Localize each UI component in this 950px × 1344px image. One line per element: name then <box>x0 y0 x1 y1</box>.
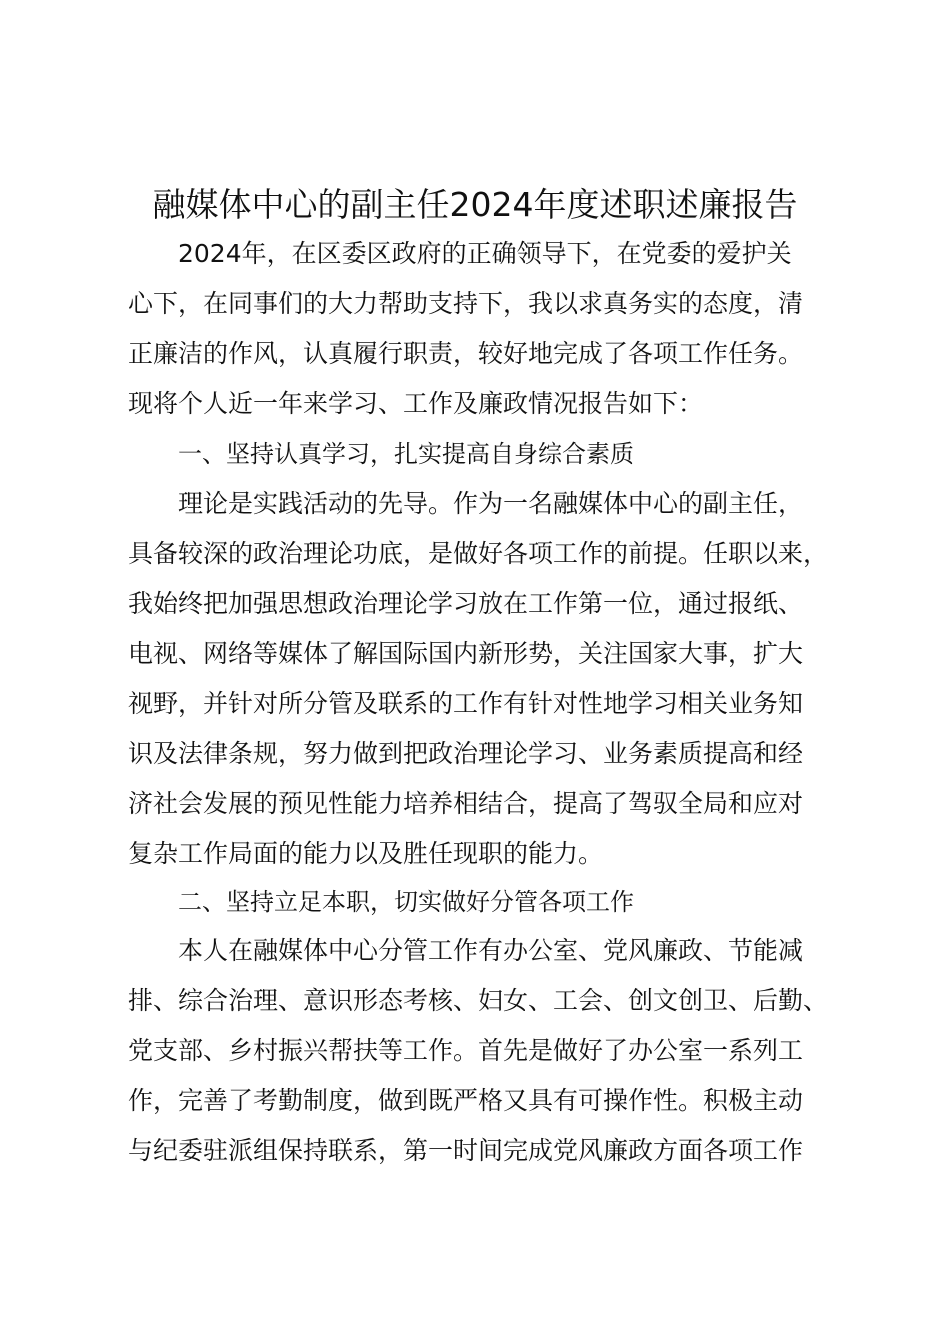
section-heading-2: 二、坚持立足本职，切实做好分管各项工作 <box>178 888 634 916</box>
paragraph-line: 心下，在同事们的大力帮助支持下，我以求真务实的态度，清 <box>128 289 804 318</box>
paragraph-line: 党支部、乡村振兴帮扶等工作。首先是做好了办公室一系列工 <box>128 1036 804 1065</box>
paragraph-line: 复杂工作局面的能力以及胜任现职的能力。 <box>128 839 604 868</box>
paragraph-line: 正廉洁的作风，认真履行职责，较好地完成了各项工作任务。 <box>128 339 804 368</box>
paragraph-line: 我始终把加强思想政治理论学习放在工作第一位，通过报纸、 <box>128 589 804 618</box>
paragraph-line: 作，完善了考勤制度，做到既严格又具有可操作性。积极主动 <box>128 1086 804 1115</box>
paragraph-line: 视野，并针对所分管及联系的工作有针对性地学习相关业务知 <box>128 689 804 718</box>
paragraph-line: 与纪委驻派组保持联系，第一时间完成党风廉政方面各项工作 <box>128 1136 804 1165</box>
paragraph-line: 现将个人近一年来学习、工作及廉政情况报告如下： <box>128 389 704 418</box>
paragraph-line: 具备较深的政治理论功底，是做好各项工作的前提。任职以来， <box>128 539 829 568</box>
paragraph-line: 理论是实践活动的先导。作为一名融媒体中心的副主任， <box>178 489 804 518</box>
document-title: 融媒体中心的副主任2024年度述职述廉报告 <box>152 185 798 224</box>
paragraph-line: 电视、网络等媒体了解国际国内新形势，关注国家大事，扩大 <box>128 639 804 668</box>
paragraph-line: 本人在融媒体中心分管工作有办公室、党风廉政、节能减 <box>178 936 804 965</box>
paragraph-line: 识及法律条规，努力做到把政治理论学习、业务素质提高和经 <box>128 739 804 768</box>
paragraph-line: 2024年，在区委区政府的正确领导下，在党委的爱护关 <box>178 239 792 268</box>
paragraph-line: 济社会发展的预见性能力培养相结合，提高了驾驭全局和应对 <box>128 789 804 818</box>
paragraph-line: 排、综合治理、意识形态考核、妇女、工会、创文创卫、后勤、 <box>128 986 829 1015</box>
section-heading-1: 一、坚持认真学习，扎实提高自身综合素质 <box>178 440 634 468</box>
